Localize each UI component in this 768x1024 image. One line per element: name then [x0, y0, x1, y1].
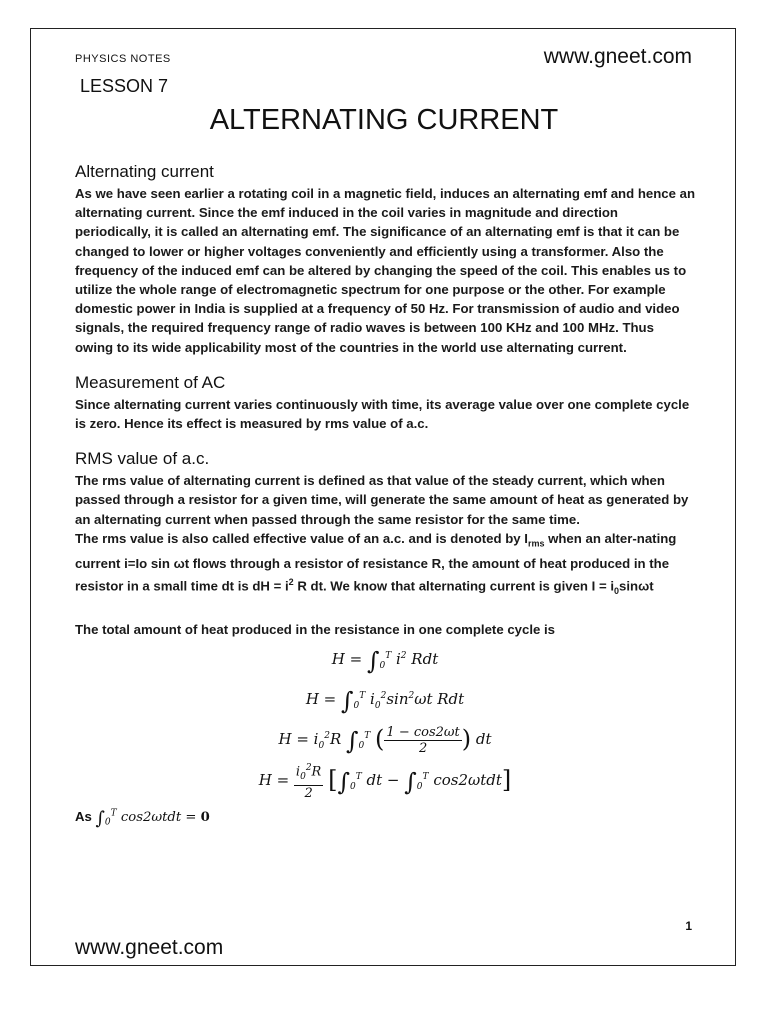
equation-block — [75, 641, 695, 802]
header-website[interactable]: www.gneet.com — [543, 45, 692, 68]
equation-2: $H = \int_0^T$ $i_0^2\sin^2\omega t$ Rdt — [305, 687, 465, 716]
paragraph-rms-effective: The rms value is also called effective value of an a.c. and is denoted by $I_{rms}$ when an alter-nating current i=Io sin ωt flows through a resistor of resistance R, the amount of heat produced in the resistor in a small time dt is dH = $i^2$ R dt. We know that alternating current is given $I = i_0\sin\omega t$ — [75, 530, 677, 596]
equation-1: $H = \int_0^T$ $i^2$ Rdt — [331, 647, 439, 676]
document-body — [75, 160, 695, 829]
lesson-label: LESSON 7 — [80, 76, 169, 96]
paragraph-measurement: Since alternating current varies continuously with time, its average value over one complete cycle is zero. Hence its effect is measured by rms value of a.c. — [75, 396, 690, 432]
section-heading-rms: RMS value of a.c. — [75, 449, 210, 469]
page-title: ALTERNATING CURRENT — [209, 104, 559, 136]
paragraph-rms-definition: The rms value of alternating current is defined as that value of the steady current, which when passed through a resistor for a given time, will generate the same amount of heat as generated by an alternating current when passed through the same resistor for the same time. — [75, 473, 689, 527]
section-heading-alternating-current: Alternating current — [75, 162, 214, 181]
paragraph-total-heat: The total amount of heat produced in the resistance in one complete cycle is — [75, 622, 555, 638]
as-statement: As $\int_0^T$ cos2ωtdt = 0 — [75, 808, 210, 830]
section-heading-measurement: Measurement of AC — [75, 372, 226, 392]
page-number: 1 — [685, 919, 692, 933]
footer-website[interactable]: www.gneet.com — [75, 936, 224, 959]
equation-4: H = $\frac{i_0^2R}{2}$ [$\int_0^T$ dt − $\int_0^T$ cos2ωtdt] — [258, 763, 512, 802]
equation-3: $H = i_0^2R$ $\int_0^T$ ( $\frac{1 - \cos 2\omega t}{2}$ ) dt — [278, 724, 492, 756]
paragraph-alternating-current: As we have seen earlier a rotating coil in a magnetic field, induces an alternating emf and hence an alternating current. Since the emf induced in the coil varies in magnitude and direction periodically, it is called an alternating emf. The significance of an alternating emf is that it can be changed to lower or higher voltages conveniently and efficiently using a transformer. Also the frequency of the induced emf can be altered by changing the speed of the coil. This enables us to utilize the whole range of electromagnetic spectrum for one purpose or the other. For example domestic power in India is supplied at a frequency of 50 Hz. For transmission of audio and video signals, the required frequency range of radio waves is between 100 KHz and 100 MHz. Thus owing to its wide applicability most of the countries in the world use alternating current. — [75, 186, 695, 355]
header-subject: PHYSICS NOTES — [75, 53, 171, 65]
